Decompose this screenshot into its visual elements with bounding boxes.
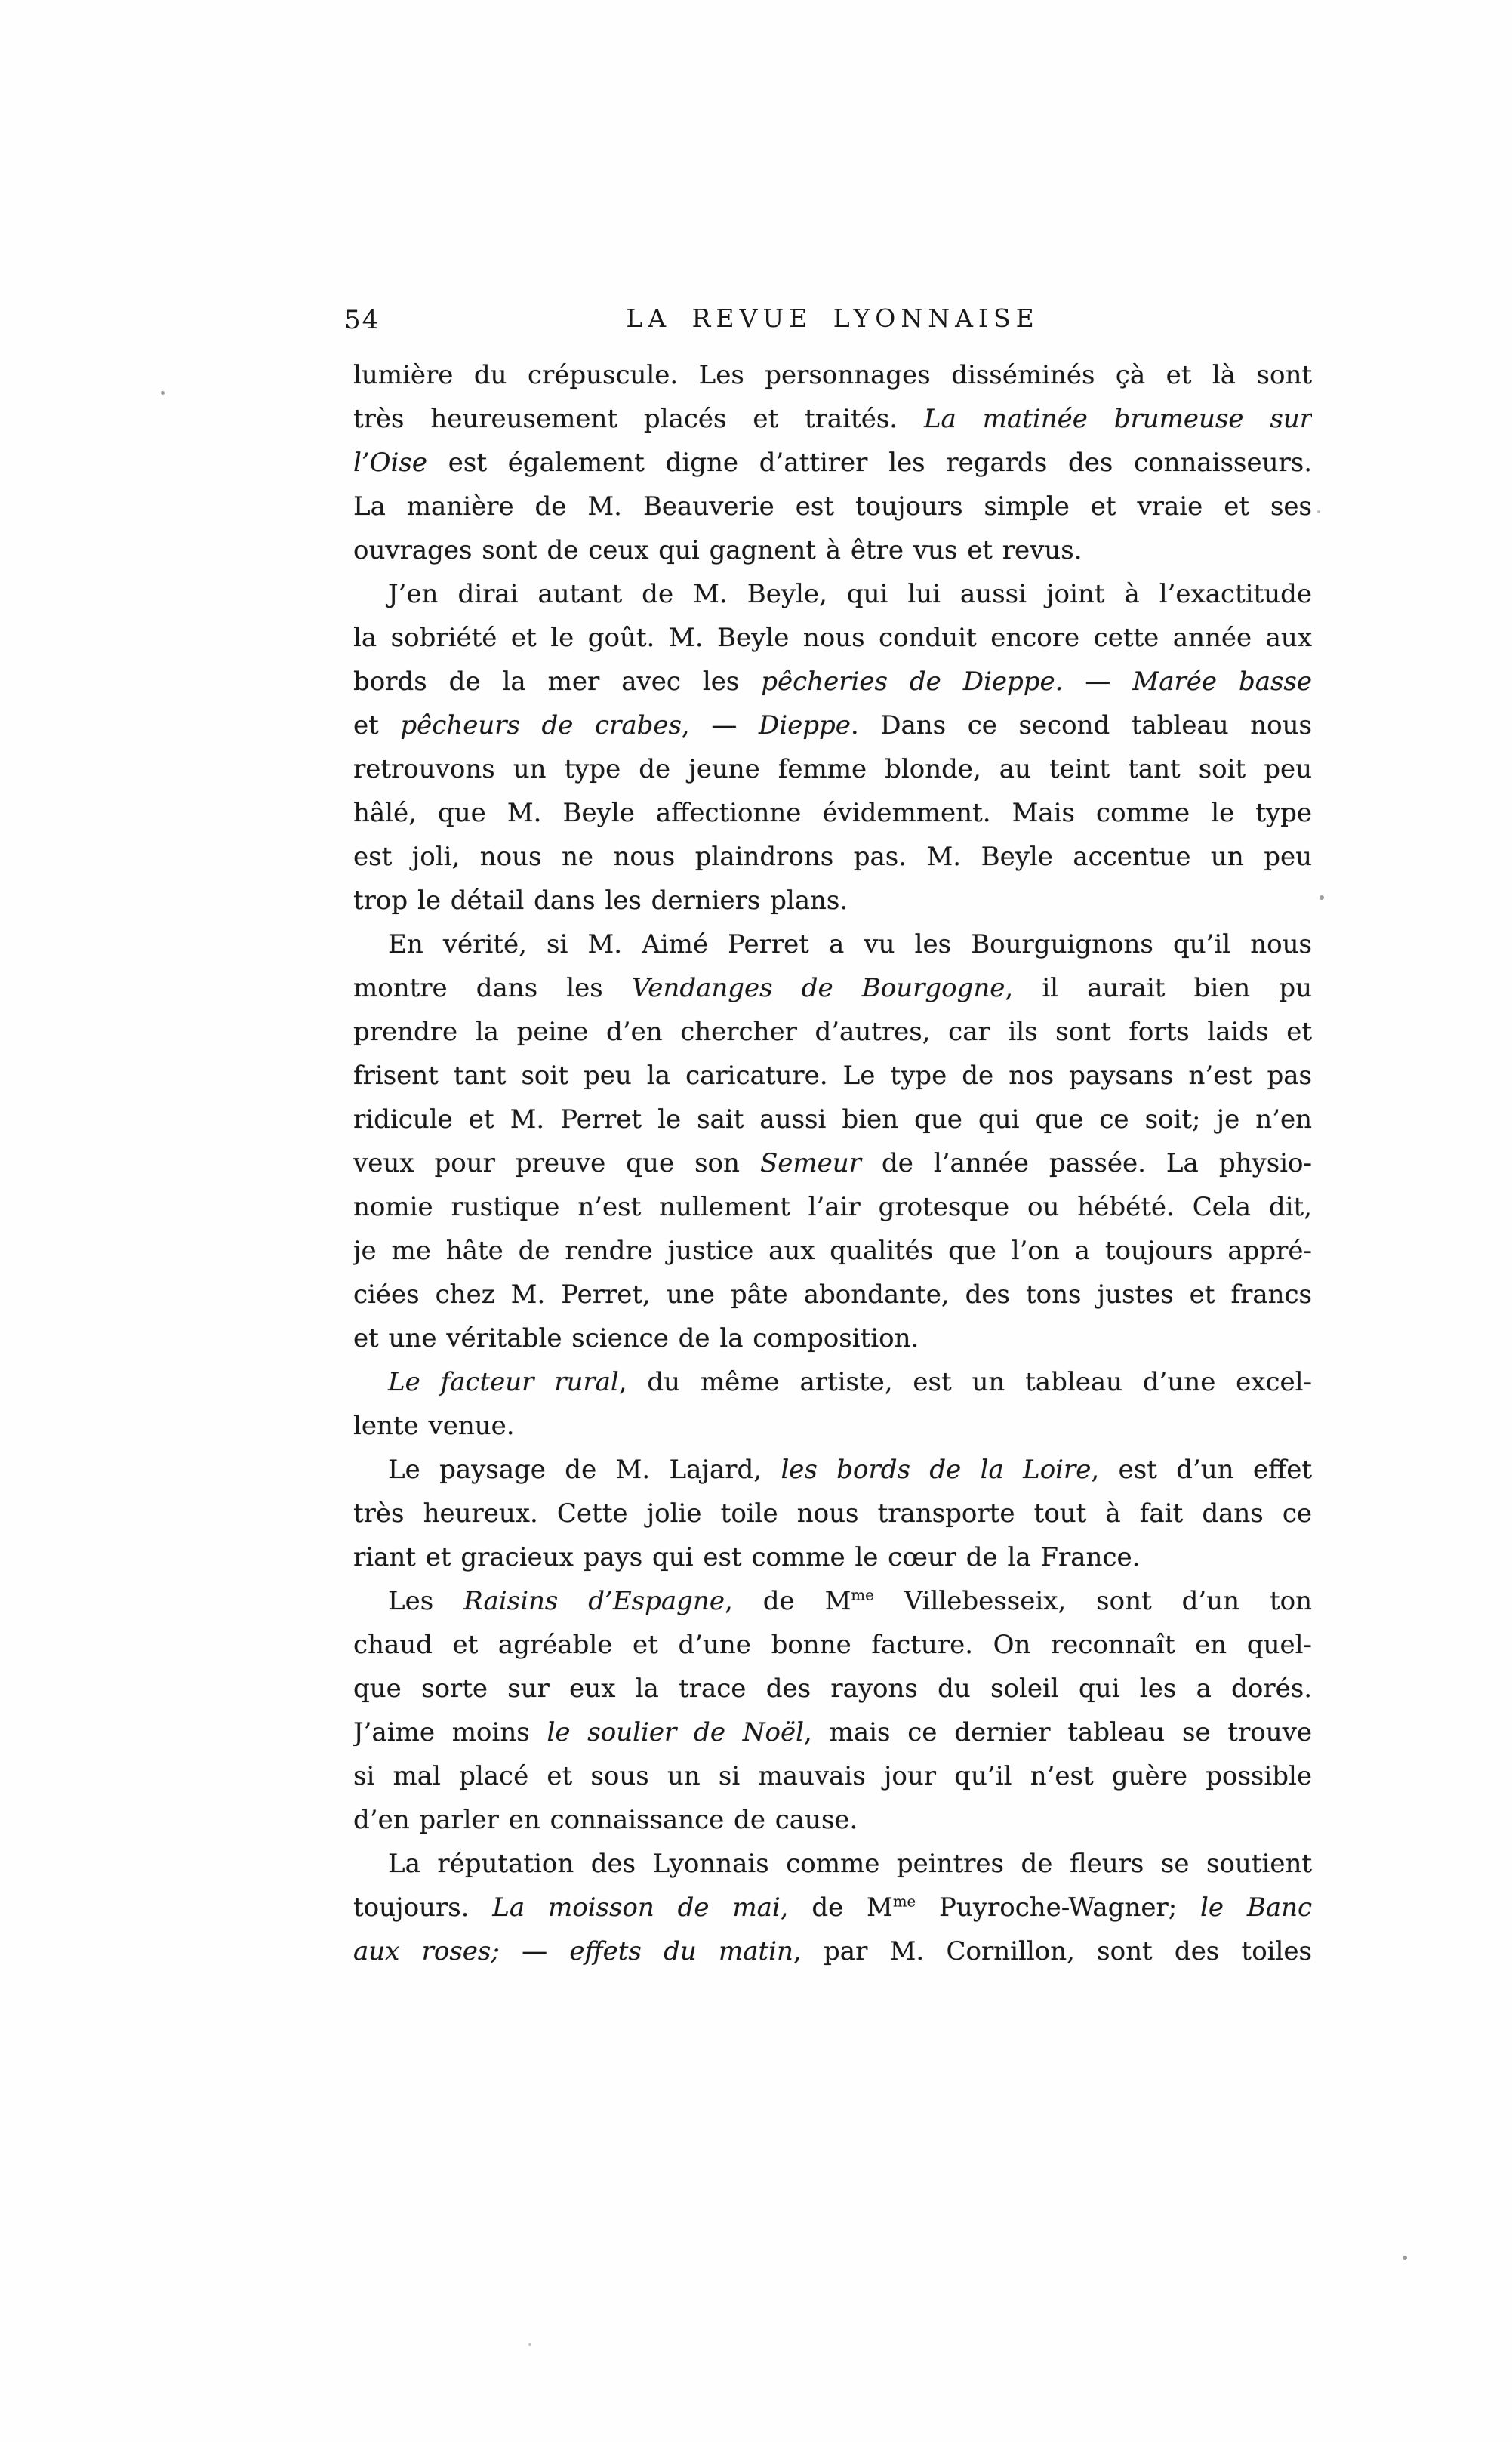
artwork-title: l’Oise [353, 448, 427, 478]
text-segment: — [1063, 667, 1133, 697]
text-segment: très heureusement placés et traités. [353, 404, 924, 434]
text-line [353, 1141, 1312, 1185]
text-segment: ouvrages sont de ceux qui gagnent à être vus et revus. [353, 535, 1082, 565]
text-line [353, 1360, 1312, 1404]
text-segment: La manière de M. Beauverie est toujours simple et vraie et ses [353, 491, 1312, 522]
text-segment: me [851, 1586, 874, 1604]
text-line [353, 353, 1312, 397]
artwork-title: pêcheries de Dieppe. [761, 667, 1064, 697]
text-line [353, 747, 1312, 791]
text-segment: J’aime moins [353, 1717, 547, 1748]
text-segment: , — [681, 710, 759, 741]
text-line [353, 1623, 1312, 1667]
text-segment: Villebesseix, sont d’un ton [873, 1586, 1312, 1616]
text-segment: Le paysage de M. Lajard, [388, 1455, 781, 1485]
text-segment: de l’année passée. La physio- [861, 1148, 1312, 1178]
scan-speck [1403, 2256, 1407, 2260]
text-segment: , de M [724, 1586, 851, 1616]
artwork-title: Semeur [759, 1148, 861, 1178]
text-segment: . Dans ce second tableau nous [850, 710, 1312, 741]
text-segment: est joli, nous ne nous plaindrons pas. M. Beyle accentue un peu [353, 842, 1312, 872]
text-segment: montre dans les [353, 973, 632, 1003]
text-line [353, 1448, 1312, 1492]
artwork-title: La matinée brumeuse sur [923, 404, 1312, 434]
text-segment: me [892, 1892, 916, 1911]
text-segment: Les [388, 1586, 464, 1616]
artwork-title: effets du matin [569, 1936, 793, 1966]
text-segment: et une véritable science de la composition. [353, 1323, 919, 1353]
text-line [353, 835, 1312, 879]
artwork-title: le soulier de Noël [547, 1717, 804, 1748]
text-line [353, 966, 1312, 1010]
artwork-title: le Banc [1200, 1892, 1312, 1923]
scan-speck [161, 391, 165, 395]
artwork-title: Raisins d’Espagne [463, 1586, 725, 1616]
text-line [353, 660, 1312, 704]
text-segment: toujours. [353, 1892, 493, 1923]
text-segment: lumière du crépuscule. Les personnages disséminés çà et là sont [353, 360, 1312, 390]
text-line [353, 1098, 1312, 1141]
text-line [353, 1886, 1312, 1929]
text-segment: est également digne d’attirer les regards des connaisseurs. [427, 448, 1312, 478]
text-line [353, 1492, 1312, 1535]
text-line [353, 1273, 1312, 1316]
text-segment: la sobriété et le goût. M. Beyle nous conduit encore cette année aux [353, 623, 1312, 653]
text-line [353, 528, 1312, 572]
artwork-title: La moisson de mai [492, 1892, 781, 1923]
text-line [353, 1929, 1312, 1973]
text-segment: J’en dirai autant de M. Beyle, qui lui aussi joint à l’exactitude [388, 579, 1312, 609]
text-segment: lente venue. [353, 1411, 515, 1441]
text-line [353, 791, 1312, 835]
text-line [353, 1229, 1312, 1273]
scan-speck [1320, 895, 1324, 900]
text-segment: , il aurait bien pu [1005, 973, 1312, 1003]
text-line [353, 1535, 1312, 1579]
text-line [353, 485, 1312, 528]
text-segment: , par M. Cornillon, sont des toiles [793, 1936, 1312, 1966]
text-segment: bords de la mer avec les [353, 667, 762, 697]
text-segment: hâlé, que M. Beyle affectionne évidemment. Mais comme le type [353, 798, 1312, 828]
text-segment: , est d’un effet [1091, 1455, 1312, 1485]
text-line [353, 1404, 1312, 1448]
text-line [353, 1842, 1312, 1886]
text-segment: — [499, 1936, 570, 1966]
text-segment: , de M [780, 1892, 893, 1923]
artwork-title: les bords de la Loire [781, 1455, 1092, 1485]
text-segment: chaud et agréable et d’une bonne facture. On reconnaît en quel- [353, 1630, 1312, 1660]
text-line [353, 1185, 1312, 1229]
text-segment: riant et gracieux pays qui est comme le cœur de la France. [353, 1542, 1141, 1572]
text-line [353, 397, 1312, 441]
text-segment: nomie rustique n’est nullement l’air grotesque ou hébété. Cela dit, [353, 1192, 1312, 1222]
text-segment: veux pour preuve que son [353, 1148, 760, 1178]
text-segment: La réputation des Lyonnais comme peintres de fleurs se soutient [388, 1849, 1312, 1879]
text-line [353, 1010, 1312, 1054]
text-line [353, 704, 1312, 747]
text-line [353, 1054, 1312, 1098]
text-segment: , du même artiste, est un tableau d’une excel- [618, 1367, 1312, 1397]
scan-speck [528, 2343, 531, 2346]
text-line [353, 616, 1312, 660]
journal-title: LA REVUE LYONNAISE [626, 303, 1039, 333]
text-segment: En vérité, si M. Aimé Perret a vu les Bourguignons qu’il nous [388, 929, 1312, 959]
text-line [353, 1316, 1312, 1360]
text-segment: ciées chez M. Perret, une pâte abondante, des tons justes et francs [353, 1280, 1312, 1310]
artwork-title: Dieppe [758, 710, 851, 741]
text-segment: prendre la peine d’en chercher d’autres, car ils sont forts laids et [353, 1017, 1312, 1047]
text-line [353, 922, 1312, 966]
text-segment: retrouvons un type de jeune femme blonde, au teint tant soit peu [353, 754, 1312, 784]
text-line [353, 572, 1312, 616]
text-segment: frisent tant soit peu la caricature. Le type de nos paysans n’est pas [353, 1061, 1312, 1091]
artwork-title: aux roses; [353, 1936, 500, 1966]
text-segment: d’en parler en connaissance de cause. [353, 1805, 858, 1835]
page-header [344, 303, 1312, 341]
text-segment: je me hâte de rendre justice aux qualités que l’on a toujours appré- [353, 1236, 1312, 1266]
text-segment: si mal placé et sous un si mauvais jour qu’il n’est guère possible [353, 1761, 1312, 1791]
text-segment: et [353, 710, 401, 741]
text-line [353, 1711, 1312, 1754]
artwork-title: Marée basse [1132, 667, 1312, 697]
artwork-title: Vendanges de Bourgogne [631, 973, 1005, 1003]
text-segment: très heureux. Cette jolie toile nous transporte tout à fait dans ce [353, 1498, 1312, 1529]
text-line [353, 1579, 1312, 1623]
text-line [353, 441, 1312, 485]
text-column [344, 303, 1312, 1973]
text-line [353, 879, 1312, 922]
text-line [353, 1798, 1312, 1842]
artwork-title: Le facteur rural [388, 1367, 619, 1397]
text-line [353, 1667, 1312, 1711]
text-segment: que sorte sur eux la trace des rayons du soleil qui les a dorés. [353, 1674, 1312, 1704]
text-segment: Puyroche-Wagner; [916, 1892, 1201, 1923]
text-segment: ridicule et M. Perret le sait aussi bien que qui que ce soit; je n’en [353, 1104, 1312, 1135]
body-text [353, 353, 1312, 1973]
scan-speck [1317, 510, 1320, 513]
text-segment: trop le détail dans les derniers plans. [353, 885, 848, 916]
text-segment: , mais ce dernier tableau se trouve [803, 1717, 1312, 1748]
page-number: 54 [344, 305, 380, 335]
text-line [353, 1754, 1312, 1798]
artwork-title: pêcheurs de crabes [400, 710, 682, 741]
